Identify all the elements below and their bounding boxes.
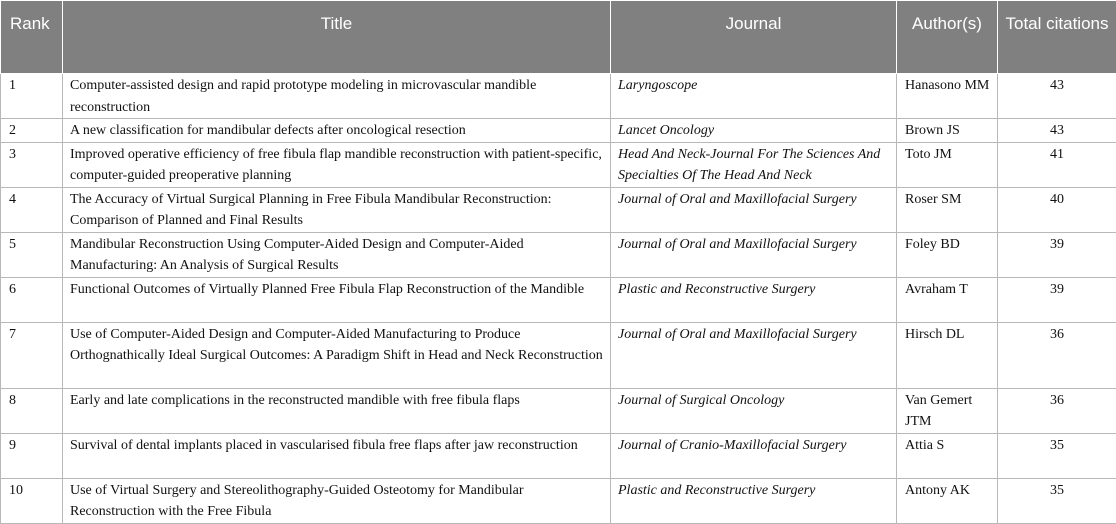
rank-cell: 8	[1, 388, 63, 433]
rank-cell: 1	[1, 74, 63, 119]
author-cell: Attia S	[897, 433, 998, 478]
rank-cell: 4	[1, 187, 63, 232]
citations-cell: 36	[998, 322, 1116, 388]
header-authors: Author(s)	[897, 1, 998, 74]
journal-cell: Plastic and Reconstructive Surgery	[611, 478, 897, 523]
author-cell: Brown JS	[897, 119, 998, 143]
author-cell: Avraham T	[897, 277, 998, 322]
header-total-citations: Total citations	[998, 1, 1116, 74]
table-row	[1, 74, 1116, 119]
author-cell: Hanasono MM	[897, 74, 998, 119]
author-cell: Roser SM	[897, 187, 998, 232]
rank-cell: 3	[1, 142, 63, 187]
journal-cell: Head And Neck-Journal For The Sciences And Specialties Of The Head And Neck	[611, 142, 897, 187]
citations-cell: 39	[998, 232, 1116, 277]
journal-cell: Journal of Cranio-Maxillofacial Surgery	[611, 433, 897, 478]
rank-cell: 9	[1, 433, 63, 478]
title-cell: A new classification for mandibular defects after oncological resection	[63, 119, 611, 143]
title-cell: Improved operative efficiency of free fibula flap mandible reconstruction with patient-specific, computer-guided preoperative planning	[63, 142, 611, 187]
table-row	[1, 322, 1116, 388]
table-row	[1, 232, 1116, 277]
journal-cell: Plastic and Reconstructive Surgery	[611, 277, 897, 322]
author-cell: Antony AK	[897, 478, 998, 523]
rank-cell: 2	[1, 119, 63, 143]
citations-cell: 43	[998, 74, 1116, 119]
header-journal: Journal	[611, 1, 897, 74]
journal-cell: Journal of Oral and Maxillofacial Surgery	[611, 187, 897, 232]
title-cell: Use of Computer-Aided Design and Computer-Aided Manufacturing to Produce Orthognathically Ideal Surgical Outcomes: A Paradigm Shift in Head and Neck Reconstruction	[63, 322, 611, 388]
rank-cell: 10	[1, 478, 63, 523]
table-row	[1, 478, 1116, 523]
header-rank: Rank	[1, 1, 63, 74]
table-row	[1, 388, 1116, 433]
table-row	[1, 187, 1116, 232]
title-cell: Early and late complications in the reconstructed mandible with free fibula flaps	[63, 388, 611, 433]
citations-cell: 41	[998, 142, 1116, 187]
rank-cell: 7	[1, 322, 63, 388]
table-row	[1, 119, 1116, 143]
header-title: Title	[63, 1, 611, 74]
citations-cell: 35	[998, 433, 1116, 478]
title-cell: Functional Outcomes of Virtually Planned Free Fibula Flap Reconstruction of the Mandible	[63, 277, 611, 322]
table-row	[1, 433, 1116, 478]
journal-cell: Journal of Surgical Oncology	[611, 388, 897, 433]
title-cell: Use of Virtual Surgery and Stereolithography-Guided Osteotomy for Mandibular Reconstruction with the Free Fibula	[63, 478, 611, 523]
title-cell: Computer-assisted design and rapid prototype modeling in microvascular mandible reconstruction	[63, 74, 611, 119]
author-cell: Hirsch DL	[897, 322, 998, 388]
journal-cell: Lancet Oncology	[611, 119, 897, 143]
citations-cell: 35	[998, 478, 1116, 523]
journal-cell: Journal of Oral and Maxillofacial Surgery	[611, 232, 897, 277]
citations-cell: 43	[998, 119, 1116, 143]
citations-cell: 36	[998, 388, 1116, 433]
title-cell: Survival of dental implants placed in vascularised fibula free flaps after jaw reconstruction	[63, 433, 611, 478]
header-row	[1, 1, 1116, 74]
table-header	[1, 1, 1116, 74]
title-cell: The Accuracy of Virtual Surgical Planning in Free Fibula Mandibular Reconstruction: Comparison of Planned and Final Results	[63, 187, 611, 232]
citations-cell: 40	[998, 187, 1116, 232]
citations-cell: 39	[998, 277, 1116, 322]
table-body	[1, 74, 1116, 524]
rank-cell: 5	[1, 232, 63, 277]
table-row	[1, 142, 1116, 187]
author-cell: Foley BD	[897, 232, 998, 277]
author-cell: Toto JM	[897, 142, 998, 187]
title-cell: Mandibular Reconstruction Using Computer-Aided Design and Computer-Aided Manufacturing: An Analysis of Surgical Results	[63, 232, 611, 277]
author-cell: Van Gemert JTM	[897, 388, 998, 433]
rank-cell: 6	[1, 277, 63, 322]
table-row	[1, 277, 1116, 322]
journal-cell: Journal of Oral and Maxillofacial Surgery	[611, 322, 897, 388]
journal-cell: Laryngoscope	[611, 74, 897, 119]
